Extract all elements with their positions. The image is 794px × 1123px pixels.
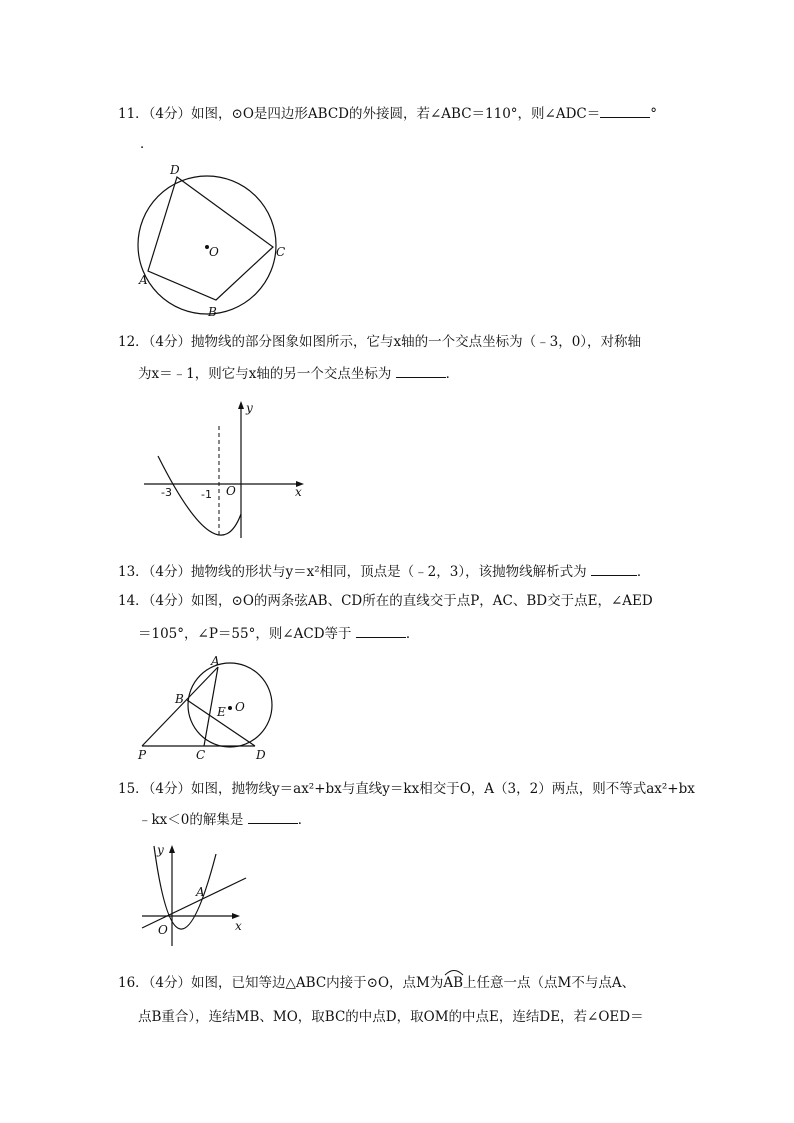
q11-degree: °	[650, 106, 658, 122]
q15-line-kx	[142, 878, 246, 928]
q12-figure	[138, 396, 313, 546]
q15-text-line1: 15．（4分）如图，抛物线y＝ax²+bx与直线y＝kx相交于O，A（3，2）两点，则不等式ax²+bx	[118, 781, 695, 797]
q11-text-line1	[118, 104, 657, 123]
q14-label-B: B	[175, 692, 184, 706]
q12-label-x: x	[295, 485, 302, 499]
q15-label-y: y	[157, 843, 164, 857]
q13-answer-blank[interactable]	[591, 562, 637, 576]
q14-label-O: O	[235, 700, 245, 714]
q11-figure	[130, 158, 300, 323]
q12-text-line1: 12．（4分）抛物线的部分图象如图所示，它与x轴的一个交点坐标为（﹣3，0），对称轴	[118, 334, 642, 350]
q12-y-arrow	[238, 401, 244, 409]
q11-stem: 11．（4分）如图，⊙O是四边形ABCD的外接圆，若∠ABC＝110°，则∠ADC＝	[118, 106, 601, 122]
q11-label-O: O	[209, 245, 219, 259]
q12-text-line2	[138, 364, 459, 383]
q14-label-A: A	[211, 654, 220, 668]
q14-end: ．	[405, 626, 420, 642]
q14-text-line2	[138, 624, 419, 643]
q14-text-line1: 14．（4分）如图，⊙O的两条弦AB、CD所在的直线交于点P，AC、BD交于点E，∠AED	[118, 593, 653, 609]
q13-stem: 13．（4分）抛物线的形状与y＝x²相同，顶点是（﹣2，3），该抛物线解析式为	[118, 564, 587, 580]
q15-end: ．	[297, 812, 312, 828]
q14-label-P: P	[138, 748, 147, 762]
q12-stem: 为x＝﹣1，则它与x轴的另一个交点坐标为	[138, 366, 392, 382]
q16-text-line2: 点B重合），连结MB、MO，取BC的中点D，取OM的中点E，连结DE，若∠OED＝	[138, 1009, 644, 1025]
q15-label-O: O	[158, 923, 168, 937]
q16-arc-label: AB	[443, 975, 464, 991]
q12-end: ．	[445, 366, 460, 382]
q15-label-x: x	[235, 919, 242, 933]
q16-stem-b: 上任意一点（点M不与点A、	[463, 975, 636, 991]
q13-end: ．	[636, 564, 651, 580]
q11-label-C: C	[276, 245, 286, 259]
q11-answer-blank[interactable]	[600, 104, 650, 118]
q14-figure	[138, 655, 278, 767]
q12-answer-blank[interactable]	[396, 364, 446, 378]
q14-stem: ＝105°，∠P＝55°，则∠ACD等于	[138, 626, 352, 642]
q15-answer-blank[interactable]	[248, 810, 298, 824]
q15-text-line2	[138, 810, 311, 829]
q13-text-line1	[118, 562, 650, 581]
q12-label-minus1: -1	[201, 488, 212, 501]
q12-label-y: y	[246, 401, 253, 415]
q15-label-A: A	[196, 885, 205, 899]
q14-center-dot	[228, 706, 232, 710]
q15-stem: ﹣kx＜0的解集是	[138, 812, 244, 828]
q14-answer-blank[interactable]	[356, 624, 406, 638]
q14-label-C: C	[196, 748, 206, 762]
q16-arc	[443, 974, 463, 992]
q15-y-arrow	[169, 845, 175, 853]
q11-label-D: D	[170, 163, 180, 177]
q11-label-B: B	[208, 305, 217, 319]
q16-text-line1	[118, 974, 635, 992]
q12-label-O: O	[226, 484, 236, 498]
q14-label-D: D	[256, 748, 266, 762]
q15-figure	[140, 838, 252, 950]
q16-arc-icon	[443, 968, 465, 976]
q14-label-E: E	[217, 705, 226, 719]
q14-circle	[188, 663, 272, 747]
q16-stem-a: 16．（4分）如图，已知等边△ABC内接于⊙O，点M为	[118, 975, 444, 991]
q12-label-minus3: -3	[161, 486, 172, 499]
q11-label-A: A	[139, 273, 148, 287]
q11-text-line2: ．	[140, 136, 154, 152]
